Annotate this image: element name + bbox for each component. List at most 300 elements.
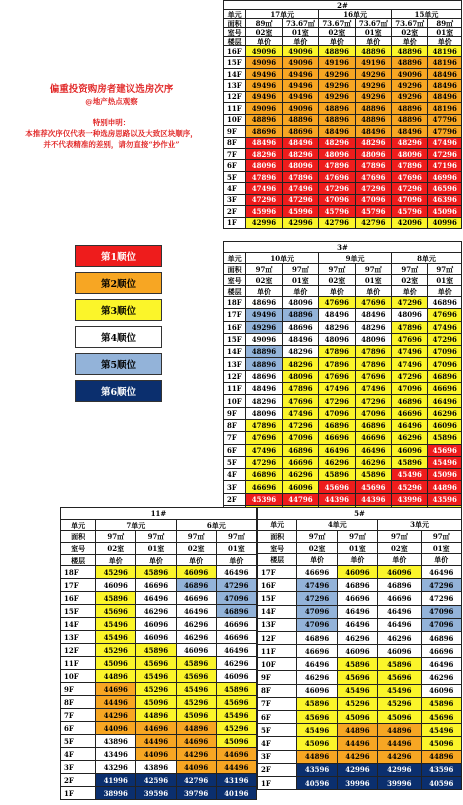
- room-cell: 01室: [428, 275, 462, 286]
- price-cell: 47296: [216, 579, 256, 592]
- price-label: 单价: [136, 554, 176, 566]
- price-cell: 45896: [392, 456, 428, 468]
- price-cell: 48296: [246, 395, 282, 407]
- table-row: [61, 761, 257, 774]
- price-cell: 45896: [136, 644, 176, 657]
- price-cell: 48696: [282, 321, 318, 333]
- price-cell: 47296: [428, 333, 462, 345]
- price-label: 单价: [246, 286, 282, 297]
- floor-label: 1F: [258, 776, 297, 789]
- price-cell: 46296: [319, 456, 355, 468]
- floor-label: 15F: [258, 592, 297, 605]
- price-cell: 46496: [337, 618, 377, 631]
- price-cell: 46696: [216, 631, 256, 644]
- price-cell: 44896: [337, 724, 377, 737]
- price-label: 单价: [428, 37, 462, 46]
- price-cell: 48896: [319, 114, 355, 125]
- price-cell: 47296: [355, 395, 391, 407]
- price-cell: 47496: [282, 183, 318, 194]
- price-cell: 47896: [282, 171, 318, 182]
- price-cell: 44696: [96, 683, 136, 696]
- table-row: [224, 206, 462, 217]
- price-cell: 46496: [337, 605, 377, 618]
- floor-label: 7F: [61, 709, 96, 722]
- price-cell: 45096: [297, 737, 337, 750]
- price-cell: 45296: [176, 696, 216, 709]
- room-cell: 02室: [176, 543, 216, 555]
- price-cell: 47096: [392, 383, 428, 395]
- floor-label: 16F: [61, 592, 96, 605]
- price-cell: 47896: [355, 358, 391, 370]
- price-cell: 45496: [96, 618, 136, 631]
- room-cell: 01室: [337, 542, 377, 554]
- price-cell: 46096: [337, 645, 377, 658]
- price-cell: 44896: [176, 722, 216, 735]
- floor-label: 9F: [61, 683, 96, 696]
- price-cell: 46696: [392, 407, 428, 419]
- floor-label: 18F: [61, 566, 96, 579]
- floor-label: 12F: [61, 644, 96, 657]
- price-cell: 48296: [246, 148, 282, 159]
- area-cell: 97㎡: [176, 531, 216, 543]
- price-cell: 43996: [392, 493, 428, 505]
- price-cell: 44496: [136, 735, 176, 748]
- floor-label: 18F: [224, 297, 246, 309]
- price-cell: 46696: [355, 432, 391, 444]
- floor-label: 11F: [61, 657, 96, 670]
- table-row: [61, 579, 257, 592]
- floor-label: 3F: [258, 750, 297, 763]
- building-label: 3#: [224, 242, 462, 253]
- unit-header: 17单元: [246, 10, 319, 19]
- price-cell: 45896: [176, 657, 216, 670]
- room-cell: 02室: [246, 28, 282, 37]
- building-header-row: [61, 508, 257, 520]
- price-label-row: [258, 554, 462, 566]
- price-cell: 42596: [136, 774, 176, 787]
- floor-label: 7F: [224, 148, 246, 159]
- floor-label: 5F: [258, 724, 297, 737]
- table-row: [61, 566, 257, 579]
- legend-label: 第5顺位: [100, 360, 137, 371]
- unit-row: [224, 253, 462, 264]
- price-label: 单价: [319, 286, 355, 297]
- price-cell: 47496: [319, 383, 355, 395]
- price-cell: 42996: [337, 763, 377, 776]
- floor-label: 14F: [224, 346, 246, 358]
- price-cell: 47696: [319, 370, 355, 382]
- area-row: [258, 531, 462, 543]
- price-cell: 47496: [355, 383, 391, 395]
- price-cell: 46696: [428, 383, 462, 395]
- price-cell: 46496: [176, 605, 216, 618]
- price-cell: 46396: [428, 194, 462, 205]
- room-row: [224, 275, 462, 286]
- price-cell: 45296: [392, 481, 428, 493]
- price-label-row: [224, 286, 462, 297]
- price-cell: 45896: [378, 658, 421, 671]
- room-cell: 02室: [392, 28, 428, 37]
- table-row: [61, 748, 257, 761]
- price-cell: 46296: [136, 605, 176, 618]
- price-cell: 45696: [96, 605, 136, 618]
- unit-header: 16单元: [319, 10, 392, 19]
- price-label: 单价: [337, 554, 377, 566]
- price-cell: 47496: [282, 407, 318, 419]
- building-header-row: [224, 242, 462, 253]
- table-row: [61, 670, 257, 683]
- price-cell: 46896: [282, 444, 318, 456]
- row-header: 面积: [224, 19, 246, 28]
- price-cell: 49496: [282, 80, 318, 91]
- price-cell: 47096: [355, 407, 391, 419]
- price-cell: 47096: [428, 346, 462, 358]
- floor-label: 13F: [224, 358, 246, 370]
- room-cell: 01室: [421, 542, 461, 554]
- room-cell: 01室: [355, 275, 391, 286]
- price-cell: 47896: [246, 171, 282, 182]
- table-row: [224, 419, 462, 431]
- row-header: 室号: [258, 542, 297, 554]
- price-cell: 48896: [355, 114, 391, 125]
- price-cell: 46896: [392, 395, 428, 407]
- price-cell: 48896: [392, 103, 428, 114]
- building-label: 11#: [61, 508, 257, 520]
- price-cell: 47096: [282, 432, 318, 444]
- room-cell: 01室: [355, 28, 391, 37]
- price-cell: 41996: [96, 774, 136, 787]
- price-cell: 46096: [378, 645, 421, 658]
- price-cell: 46296: [355, 456, 391, 468]
- table-row: [61, 787, 257, 800]
- price-cell: 43496: [96, 748, 136, 761]
- price-label: 单价: [282, 37, 318, 46]
- row-header: 单元: [224, 253, 246, 264]
- price-cell: 47496: [297, 579, 337, 592]
- price-cell: 48496: [282, 137, 318, 148]
- price-cell: 48296: [319, 321, 355, 333]
- price-cell: 48496: [355, 126, 391, 137]
- room-row: [224, 28, 462, 37]
- price-cell: 48096: [355, 148, 391, 159]
- price-cell: 47896: [319, 358, 355, 370]
- price-cell: 45696: [319, 481, 355, 493]
- price-cell: 44896: [428, 481, 462, 493]
- price-label: 单价: [216, 554, 256, 566]
- unit-header: 8单元: [392, 253, 462, 264]
- price-cell: 45696: [428, 444, 462, 456]
- price-cell: 49096: [282, 57, 318, 68]
- price-cell: 46696: [136, 579, 176, 592]
- table-row: [258, 724, 462, 737]
- price-cell: 48296: [392, 137, 428, 148]
- price-cell: 47296: [282, 419, 318, 431]
- price-cell: 43296: [96, 761, 136, 774]
- row-header: 单元: [258, 519, 297, 531]
- price-cell: 45096: [428, 469, 462, 481]
- unit-row: [258, 519, 462, 531]
- price-cell: 47296: [246, 456, 282, 468]
- price-cell: 40196: [216, 787, 256, 800]
- price-cell: 48296: [282, 148, 318, 159]
- price-cell: 48696: [246, 126, 282, 137]
- room-cell: 02室: [297, 542, 337, 554]
- price-cell: 45096: [378, 711, 421, 724]
- price-cell: 44496: [216, 761, 256, 774]
- price-cell: 48296: [355, 321, 391, 333]
- table-row: [258, 658, 462, 671]
- price-cell: 48496: [428, 80, 462, 91]
- floor-label: 7F: [258, 697, 297, 710]
- row-header: 室号: [224, 28, 246, 37]
- price-cell: 45896: [355, 469, 391, 481]
- price-cell: 45696: [355, 481, 391, 493]
- price-label: 单价: [355, 37, 391, 46]
- price-cell: 45296: [96, 644, 136, 657]
- price-cell: 46296: [282, 469, 318, 481]
- price-cell: 45496: [428, 456, 462, 468]
- price-cell: 44396: [355, 493, 391, 505]
- price-cell: 47496: [428, 137, 462, 148]
- price-cell: 42796: [176, 774, 216, 787]
- price-cell: 47296: [421, 579, 461, 592]
- unit-row: [61, 519, 257, 531]
- price-cell: 48496: [246, 137, 282, 148]
- price-cell: 46496: [216, 566, 256, 579]
- floor-label: 8F: [61, 696, 96, 709]
- area-cell: 89㎡: [246, 19, 282, 28]
- room-cell: 02室: [96, 543, 136, 555]
- price-cell: 47096: [319, 407, 355, 419]
- price-cell: 44896: [378, 724, 421, 737]
- price-cell: 48896: [246, 358, 282, 370]
- price-cell: 45896: [319, 469, 355, 481]
- price-cell: 45296: [216, 722, 256, 735]
- price-cell: 48496: [282, 333, 318, 345]
- table-row: [224, 80, 462, 91]
- price-cell: 45696: [216, 696, 256, 709]
- table-row: [61, 592, 257, 605]
- price-cell: 49296: [319, 68, 355, 79]
- legend-item-3: [75, 299, 162, 321]
- price-cell: 48896: [355, 103, 391, 114]
- price-cell: 47696: [246, 432, 282, 444]
- room-cell: 02室: [392, 275, 428, 286]
- price-cell: 46296: [428, 407, 462, 419]
- price-cell: 46696: [421, 645, 461, 658]
- floor-label: 4F: [224, 183, 246, 194]
- price-cell: 49296: [355, 80, 391, 91]
- price-cell: 48096: [392, 309, 428, 321]
- table-row: [224, 309, 462, 321]
- table-row: [258, 618, 462, 631]
- table-row: [258, 737, 462, 750]
- table-row: [224, 493, 462, 505]
- price-cell: 46296: [421, 671, 461, 684]
- floor-label: 8F: [258, 684, 297, 697]
- price-cell: 46296: [378, 631, 421, 644]
- price-cell: 48296: [319, 137, 355, 148]
- price-cell: 48096: [246, 160, 282, 171]
- price-cell: 46896: [428, 370, 462, 382]
- floor-label: 6F: [258, 711, 297, 724]
- price-label: 单价: [378, 554, 421, 566]
- price-cell: 45696: [337, 671, 377, 684]
- price-cell: 44896: [96, 670, 136, 683]
- price-cell: 46696: [337, 592, 377, 605]
- table-row: [258, 697, 462, 710]
- price-cell: 44896: [136, 709, 176, 722]
- price-cell: 42796: [319, 217, 355, 228]
- row-header: 室号: [61, 543, 96, 555]
- price-cell: 44096: [136, 748, 176, 761]
- price-cell: 44696: [136, 722, 176, 735]
- price-cell: 47896: [355, 160, 391, 171]
- row-header: 面积: [61, 531, 96, 543]
- table-row: [258, 645, 462, 658]
- table-row: [258, 631, 462, 644]
- price-cell: 45096: [176, 709, 216, 722]
- floor-label: 3F: [61, 761, 96, 774]
- legend-item-5: [75, 353, 162, 375]
- area-cell: 73.67㎡: [355, 19, 391, 28]
- price-cell: 38996: [96, 787, 136, 800]
- area-cell: 97㎡: [136, 531, 176, 543]
- price-cell: 46596: [428, 183, 462, 194]
- price-cell: 45496: [297, 724, 337, 737]
- area-cell: 97㎡: [428, 264, 462, 275]
- price-cell: 48896: [282, 114, 318, 125]
- price-cell: 49296: [319, 80, 355, 91]
- price-cell: 46696: [282, 456, 318, 468]
- floor-label: 4F: [224, 469, 246, 481]
- floor-label: 13F: [258, 618, 297, 631]
- price-cell: 48496: [319, 126, 355, 137]
- price-cell: 46296: [216, 657, 256, 670]
- price-cell: 48496: [246, 383, 282, 395]
- floor-label: 16F: [258, 579, 297, 592]
- price-label: 单价: [297, 554, 337, 566]
- price-cell: 49496: [282, 91, 318, 102]
- price-cell: 46696: [297, 565, 337, 578]
- price-cell: 49096: [282, 103, 318, 114]
- price-cell: 47496: [428, 321, 462, 333]
- price-cell: 46496: [421, 565, 461, 578]
- price-cell: 47296: [428, 148, 462, 159]
- price-cell: 46096: [337, 565, 377, 578]
- price-cell: 42996: [282, 217, 318, 228]
- price-cell: 46896: [355, 419, 391, 431]
- price-cell: 48896: [392, 46, 428, 57]
- price-cell: 47296: [282, 194, 318, 205]
- price-cell: 44496: [378, 737, 421, 750]
- price-cell: 45096: [428, 206, 462, 217]
- price-cell: 45496: [96, 631, 136, 644]
- area-cell: 97㎡: [337, 531, 377, 543]
- disclaimer-line: 并不代表精准的差别，请勿直接“抄作业”: [43, 140, 180, 149]
- price-label: 单价: [246, 37, 282, 46]
- unit-row: [224, 10, 462, 19]
- table-row: [61, 683, 257, 696]
- price-cell: 48696: [282, 126, 318, 137]
- table-row: [224, 395, 462, 407]
- price-cell: 48896: [246, 346, 282, 358]
- price-cell: 47096: [297, 618, 337, 631]
- price-cell: 46096: [136, 618, 176, 631]
- price-cell: 48696: [246, 297, 282, 309]
- legend-label: 第3顺位: [100, 306, 137, 317]
- floor-label: 5F: [224, 456, 246, 468]
- table-row: [224, 183, 462, 194]
- area-cell: 97㎡: [421, 531, 461, 543]
- floor-label: 8F: [224, 137, 246, 148]
- table-row: [224, 456, 462, 468]
- table-row: [224, 370, 462, 382]
- price-cell: 46296: [337, 631, 377, 644]
- price-cell: 48196: [428, 46, 462, 57]
- price-cell: 46096: [176, 644, 216, 657]
- price-cell: 40996: [428, 217, 462, 228]
- floor-label: 10F: [61, 670, 96, 683]
- price-cell: 46996: [428, 171, 462, 182]
- area-cell: 97㎡: [216, 531, 256, 543]
- price-cell: 47696: [355, 171, 391, 182]
- price-cell: 42096: [392, 217, 428, 228]
- floor-label: 6F: [224, 160, 246, 171]
- price-cell: 49496: [246, 91, 282, 102]
- area-cell: 97㎡: [392, 264, 428, 275]
- table-row: [61, 631, 257, 644]
- table-row: [224, 114, 462, 125]
- floor-label: 6F: [61, 722, 96, 735]
- floor-label: 5F: [224, 171, 246, 182]
- price-cell: 47896: [319, 160, 355, 171]
- price-cell: 48296: [282, 358, 318, 370]
- price-cell: 48496: [319, 309, 355, 321]
- building-3-price-table: [223, 241, 462, 518]
- table-row: [61, 644, 257, 657]
- price-cell: 47896: [319, 346, 355, 358]
- price-cell: 47296: [421, 592, 461, 605]
- price-cell: 48896: [319, 103, 355, 114]
- price-cell: 49096: [282, 46, 318, 57]
- building-5-price-table: [257, 507, 462, 790]
- price-cell: 48096: [246, 407, 282, 419]
- area-cell: 97㎡: [378, 531, 421, 543]
- price-cell: 49496: [246, 309, 282, 321]
- unit-header: 3单元: [378, 519, 462, 531]
- building-header-row: [224, 1, 462, 10]
- price-cell: 48296: [282, 346, 318, 358]
- row-header: 楼层: [224, 37, 246, 46]
- price-label: 单价: [428, 286, 462, 297]
- floor-label: 16F: [224, 321, 246, 333]
- price-label: 单价: [392, 37, 428, 46]
- floor-label: 14F: [61, 618, 96, 631]
- price-cell: 42796: [355, 217, 391, 228]
- legend-label: 第4顺位: [100, 333, 137, 344]
- unit-header: 6单元: [176, 519, 256, 531]
- legend-label: 第1顺位: [100, 252, 137, 263]
- floor-label: 12F: [224, 91, 246, 102]
- price-cell: 48496: [428, 68, 462, 79]
- floor-label: 17F: [258, 565, 297, 578]
- price-cell: 47096: [216, 592, 256, 605]
- room-cell: 01室: [428, 28, 462, 37]
- price-cell: 47696: [319, 171, 355, 182]
- price-cell: 45496: [216, 709, 256, 722]
- price-cell: 47296: [319, 183, 355, 194]
